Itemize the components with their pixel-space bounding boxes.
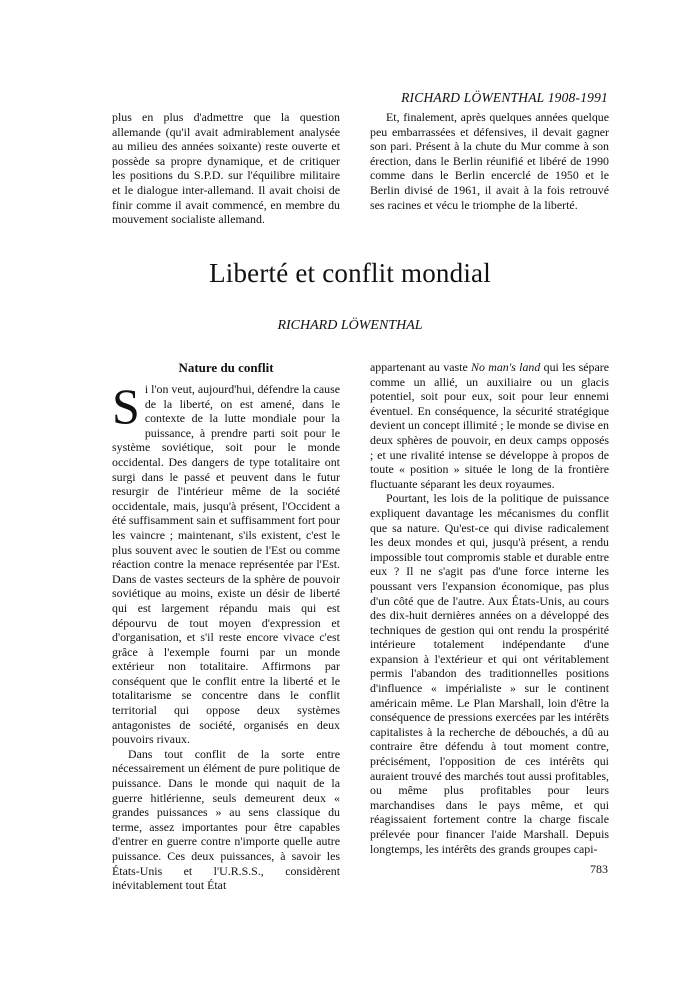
top-left-column (112, 110, 340, 227)
paragraph-2: Dans tout conflit de la sorte entre nécessairement un élément de pure politique de puissance. Dans le monde qui naquit de la guerre hitlérienne, seuls demeurent deux « grandes puissances » au sens classique du terme, assez importantes pour être capables d'entrer en guerre contre n'importe quelle autre puissance. Ces deux puissances, à savoir les États-Unis et l'U.R.S.S., considèrent inévitablement tout État (112, 746, 340, 893)
article-title: Liberté et conflit mondial (209, 258, 491, 288)
running-head: RICHARD LÖWENTHAL 1908-1991 (401, 90, 608, 105)
top-left-paragraph: plus en plus d'admettre que la question allemande (qu'il avait admirablement analysée au milieu des années soixante) reste ouverte et possède sa propre dynamique, et de critiquer les positions du S.P.D. sur l'équilibre militaire et le dialogue inter-allemand. Il avait choisi de finir comme il avait commencé, en membre du mouvement socialiste allemand. (112, 110, 340, 227)
paragraph-3-end: qui les sépare comme un allié, un auxiliaire ou un glacis potentiel, soit pour eux, soit pour leur ennemi éventuel. En conséquence, la sécurité stratégique devient un concept illimité ; le monde se divise en deux sphères de pouvoir, en deux camps opposés ; et une rivalité intense se développe à propos de toute « position » située le long de la frontière fluctuante séparant les deux royaumes. (370, 360, 610, 491)
paragraph-1-text: i l'on veut, aujourd'hui, défendre la cause de la liberté, on est amené, dans le contexte de la lutte mondiale pour la puissance, à prendre parti soit pour le système soviétique, soit pour le monde occidental. Des dangers de type totalitaire ont surgi dans le passé et peuvent dans le futur resurgir de l'intérieur même de la société occidentale, mais, jusqu'à présent, l'Occident a été suffisamment sain et suffisamment fort pour les vaincre ; maintenant, s'ils existent, c'est le plus souvent avec le soutien de l'Est ou comme réaction contre la menace représentée par l'Est. Dans de vastes secteurs de la sphère de pouvoir soviétique au moins, existe un désir de liberté qui est largement répandu mais qui est dépourvu de tout moyen d'expression et d'organisation, et s'il reste encore vivace c'est grâce à l'exemple fourni par un monde extérieur non totalitaire. Affirmons par conséquent que le conflit entre la liberté et le totalitarisme se concentre dans le conflit territorial qui oppose deux systèmes antagonistes de société, organisés en deux pouvoirs rivaux. (112, 382, 340, 747)
article-author: RICHARD LÖWENTHAL (277, 318, 423, 333)
top-right-column (370, 110, 609, 212)
paragraph-3-start: appartenant au vaste (370, 360, 472, 374)
top-right-paragraph: Et, finalement, après quelques années quelque peu embarrassées et défensives, il devait gagner son pari. Présent à la chute du Mur comme à son érection, dans le Berlin réunifié et libéré de 1990 comme dans le Berlin encerclé de 1950 et le Berlin divisé de 1961, il avait à la fois retrouvé ses racines et vécu le triomphe de la liberté. (370, 110, 609, 212)
paragraph-4: Pourtant, les lois de la politique de puissance expliquent davantage les mécanismes du conflit que sa nature. Qu'est-ce qui divise radicalement les deux mondes et qui, jusqu'à présent, a rendu impossible tout compromis stable et durable entre eux ? Il ne s'agit pas d'une force interne les poussant vers l'expansion économique, pas plus d'un côté que de l'autre. Aux États-Unis, au cours des dix-huit dernières années on a développé des techniques de gestion qui ont rendu la prospérité intérieure totalement indépendante d'une expansion à l'extérieur et qui ont véritablement permis l'abandon des traditionnelles positions d'influence « impérialiste » sur le continent américain même. Le Plan Marshall, loin d'être la conséquence de pressions exercées par les intérêts capitalistes à la recherche de débouchés, a dû au contraire être défendu à tout moment contre, précisément, l'opposition de ces intérêts qui auraient trouvé des marchés tout aussi profitables, ou même plus profitables pour leurs marchandises dans le pays même, et qui réagissaient fortement contre la charge fiscale prélevée pour financer l'aide Marshall. Depuis longtemps, les intérêts des grands groupes capi- (370, 491, 609, 856)
body-right-column (370, 360, 609, 856)
drop-cap: S (112, 378, 140, 434)
section-heading: Nature du conflit (178, 360, 274, 375)
paragraph-3 (370, 360, 609, 491)
body-left-column (112, 360, 340, 893)
page-number: 783 (590, 862, 608, 876)
paragraph-3-emphasis: No man's land (471, 360, 541, 374)
paragraph-1 (112, 378, 340, 747)
